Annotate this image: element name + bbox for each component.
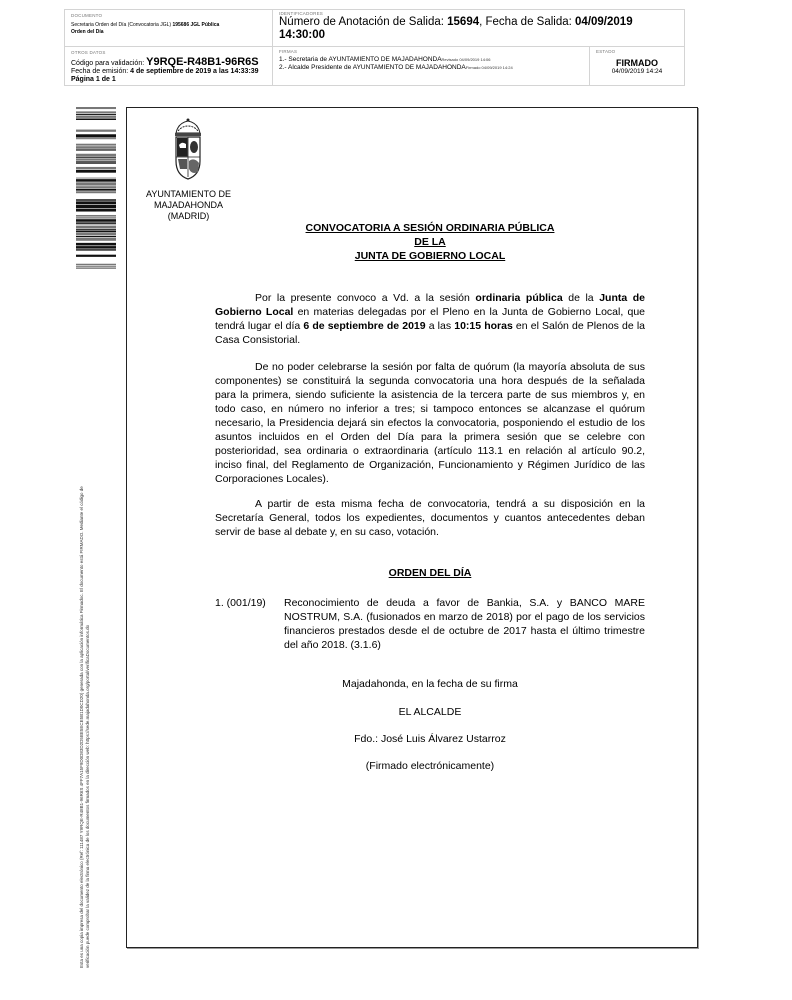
barcode-bar	[76, 118, 116, 120]
validation-code-label: Código para validación:	[71, 60, 147, 67]
documento-label: DOCUMENTO	[71, 13, 103, 18]
barcode-bar	[76, 179, 116, 182]
barcode-bar	[76, 144, 116, 146]
coat-of-arms-icon	[168, 117, 208, 185]
barcode-bar	[76, 266, 116, 267]
p1-text: de la	[562, 292, 600, 304]
agenda-item-number: 1. (001/19)	[215, 597, 266, 609]
hora-value: 14:30:00	[279, 29, 326, 41]
documento-ref: 195686 JGL Pública	[172, 22, 220, 28]
documento-text	[71, 22, 266, 35]
letterhead-line-1: AYUNTAMIENTO DE	[145, 189, 231, 199]
emission-date-label: Fecha de emisión:	[71, 68, 131, 75]
barcode-bar	[76, 134, 116, 137]
barcode-bar	[76, 201, 116, 204]
verification-sidebar	[79, 288, 91, 968]
barcode-bar	[76, 146, 116, 149]
num-value: 15694	[447, 16, 480, 28]
validation-code-row	[71, 58, 266, 68]
firma-signer: 1.- Secretaria de AYUNTAMIENTO DE MAJADAHONDA	[279, 56, 442, 63]
p1-text: en el Salón de Plenos de la Casa Consistorial.	[215, 320, 646, 346]
barcode-bar	[76, 189, 116, 191]
barcode-bar	[76, 238, 116, 241]
paragraph-quorum: De no poder celebrarse la sesión por falta de quórum (la mayoría absoluta de sus componentes) se constituirá la segunda convocatoria una hora después de la señalada para la primera, siendo suficiente la asistencia de la tercera parte de sus miembros y, en todo caso, en número no inferior a tres; si tampoco entonces se alcanzase el quórum necesario, la Presidencia dejará sin efectos la convocatoria, posponiendo el estudio de los asuntos incluidos en el Orden del Día para la primera sesión que se celebre con posterioridad, sea ordinaria o extraordinaria (artículo 113.1 en relación al artículo 90.2, inciso final, del Reglamento de Organización, Funcionamiento y Régimen Jurídico de las Corporaciones Locales).	[215, 361, 645, 485]
firma-status: Revisado 04/09/2019 14:06	[441, 57, 491, 62]
estado-date: 04/09/2019 14:24	[611, 68, 663, 75]
firmas-list	[279, 56, 583, 72]
otros-datos-box	[64, 46, 273, 86]
barcode-bar	[76, 167, 116, 169]
estado-value: FIRMADO	[616, 58, 658, 68]
page-count-text: Página 1 de 1	[71, 76, 116, 83]
title-line-2: DE LA	[414, 236, 446, 248]
barcode-bar	[76, 170, 116, 173]
barcode-bar	[76, 267, 116, 268]
session-time: 10:15 horas	[454, 320, 513, 332]
barcode-bar	[76, 230, 116, 232]
barcode-icon	[76, 107, 116, 279]
verification-line-2: verificación puede comprobar la validez de la firma electrónica de los documentos firmados en la dirección web: https://sede.majadahonda.org/portal/verificaDocumentos.do	[85, 624, 90, 968]
p1-text: en materias delegadas por el Pleno en la Junta de Gobierno Local, que tendrá lugar el día	[215, 306, 645, 332]
barcode-bar	[76, 114, 116, 115]
barcode-bar	[76, 249, 116, 250]
session-date: 6 de septiembre de 2019	[303, 320, 426, 332]
barcode-bar	[76, 236, 116, 237]
p1-text: a las	[425, 320, 455, 332]
letterhead-line-3: (MADRID)	[167, 211, 210, 221]
firma-item	[279, 64, 583, 72]
barcode-bar	[76, 224, 116, 225]
barcode-bar	[76, 116, 116, 118]
barcode-bar	[76, 111, 116, 113]
barcode-bar	[76, 209, 116, 212]
page-count	[71, 76, 266, 84]
barcode-bar	[76, 215, 116, 217]
signature-note: (Firmado electrónicamente)	[365, 760, 495, 772]
p1-text: Por la presente convoco a Vd. a la sesión	[255, 292, 476, 304]
letterhead	[135, 189, 242, 222]
firma-item	[279, 56, 583, 64]
letterhead-line-2: MAJADAHONDA	[153, 200, 223, 210]
emission-date: 4 de septiembre de 2019 a las 14:33:39	[130, 68, 259, 75]
verification-line-1: Esta es una copia impresa del documento electrónico (Ref: 111487 Y9RQE-R48B1-96R6S 4FF7A15F9D0D83D2D5BE5ECE5B1D0CD20) generada con la aplicación informática Firmadoc. El documento está FIRMADO. Mediante el código de	[79, 486, 84, 968]
num-label: Número de Anotación de Salida:	[279, 16, 448, 28]
fecha-value: 04/09/2019	[575, 16, 633, 28]
barcode-bar	[76, 246, 116, 249]
barcode-bar	[76, 233, 116, 235]
documento-line2: Orden del Día	[71, 28, 104, 35]
validation-code[interactable]: Y9RQE-R48B1-96R6S	[146, 56, 259, 68]
barcode-bar	[76, 226, 116, 228]
barcode-bar	[76, 219, 116, 222]
otros-datos-label: OTROS DATOS	[71, 50, 106, 55]
title-line-3: JUNTA DE GOBIERNO LOCAL	[354, 250, 506, 262]
barcode-bar	[76, 255, 116, 257]
barcode-bar	[76, 149, 116, 150]
barcode-bar	[76, 222, 116, 223]
identificadores-text	[279, 16, 678, 42]
p1-bold: Junta de Gobierno Local	[215, 292, 645, 318]
paragraph-convocation	[215, 291, 645, 347]
barcode-bar	[76, 107, 116, 109]
documento-box	[64, 9, 273, 47]
firmas-label: FIRMAS	[279, 49, 298, 54]
document-title	[215, 221, 645, 263]
barcode-bar	[76, 158, 116, 160]
barcode-bar	[76, 162, 116, 163]
barcode-bar	[76, 161, 116, 162]
firma-status: Firmado 04/09/2019 14:24	[465, 65, 513, 70]
agenda-heading: ORDEN DEL DÍA	[388, 567, 472, 579]
signature-place: Majadahonda, en la fecha de su firma	[342, 678, 518, 690]
signature-role: EL ALCALDE	[398, 706, 462, 718]
barcode-bar	[76, 182, 116, 185]
barcode-bar	[76, 217, 116, 218]
documento-line1: Secretaria Orden del Día (Convocatoria JGL)	[71, 22, 173, 28]
barcode-bar	[76, 264, 116, 266]
estado-label: ESTADO	[596, 49, 616, 54]
barcode-bar	[76, 157, 116, 158]
barcode-bar	[76, 243, 116, 246]
barcode-bar	[76, 205, 116, 208]
title-line-1: CONVOCATORIA A SESIÓN ORDINARIA PÚBLICA	[305, 222, 555, 234]
barcode-bar	[76, 154, 116, 156]
emission-date-row	[71, 68, 266, 76]
fecha-label: , Fecha de Salida:	[479, 16, 576, 28]
barcode-bar	[76, 130, 116, 132]
barcode-bar	[76, 229, 116, 230]
identificadores-box	[272, 9, 685, 47]
estado-box	[589, 46, 685, 86]
firmas-box	[272, 46, 590, 86]
barcode-bar	[76, 191, 116, 193]
agenda-item-text: Reconocimiento de deuda a favor de Bankia, S.A. y BANCO MARE NOSTRUM, S.A. (fusionados en marzo de 2018) por el pago de los servicios financieros prestados desde el de octubre de 2017 hasta el último trimestre del año 2018. (3.1.6)	[284, 597, 645, 651]
agenda-item	[215, 596, 645, 652]
paragraph-documents: A partir de esta misma fecha de convocatoria, tendrá a su disposición en la Secretaría General, todos los expedientes, documentos y cuantos antecedentes deban servir de base al debate y, en su caso, votación.	[215, 498, 645, 538]
signature-name: Fdo.: José Luis Álvarez Ustarroz	[354, 733, 506, 745]
identificadores-label: IDENTIFICADORES	[279, 11, 324, 16]
barcode-bar	[76, 178, 116, 179]
p1-bold: ordinaria pública	[475, 292, 563, 304]
barcode-bar	[76, 186, 116, 188]
barcode-bar	[76, 138, 116, 139]
firma-signer: 2.- Alcalde Presidente de AYUNTAMIENTO DE MAJADAHONDA	[279, 64, 466, 71]
barcode-bar	[76, 199, 116, 201]
